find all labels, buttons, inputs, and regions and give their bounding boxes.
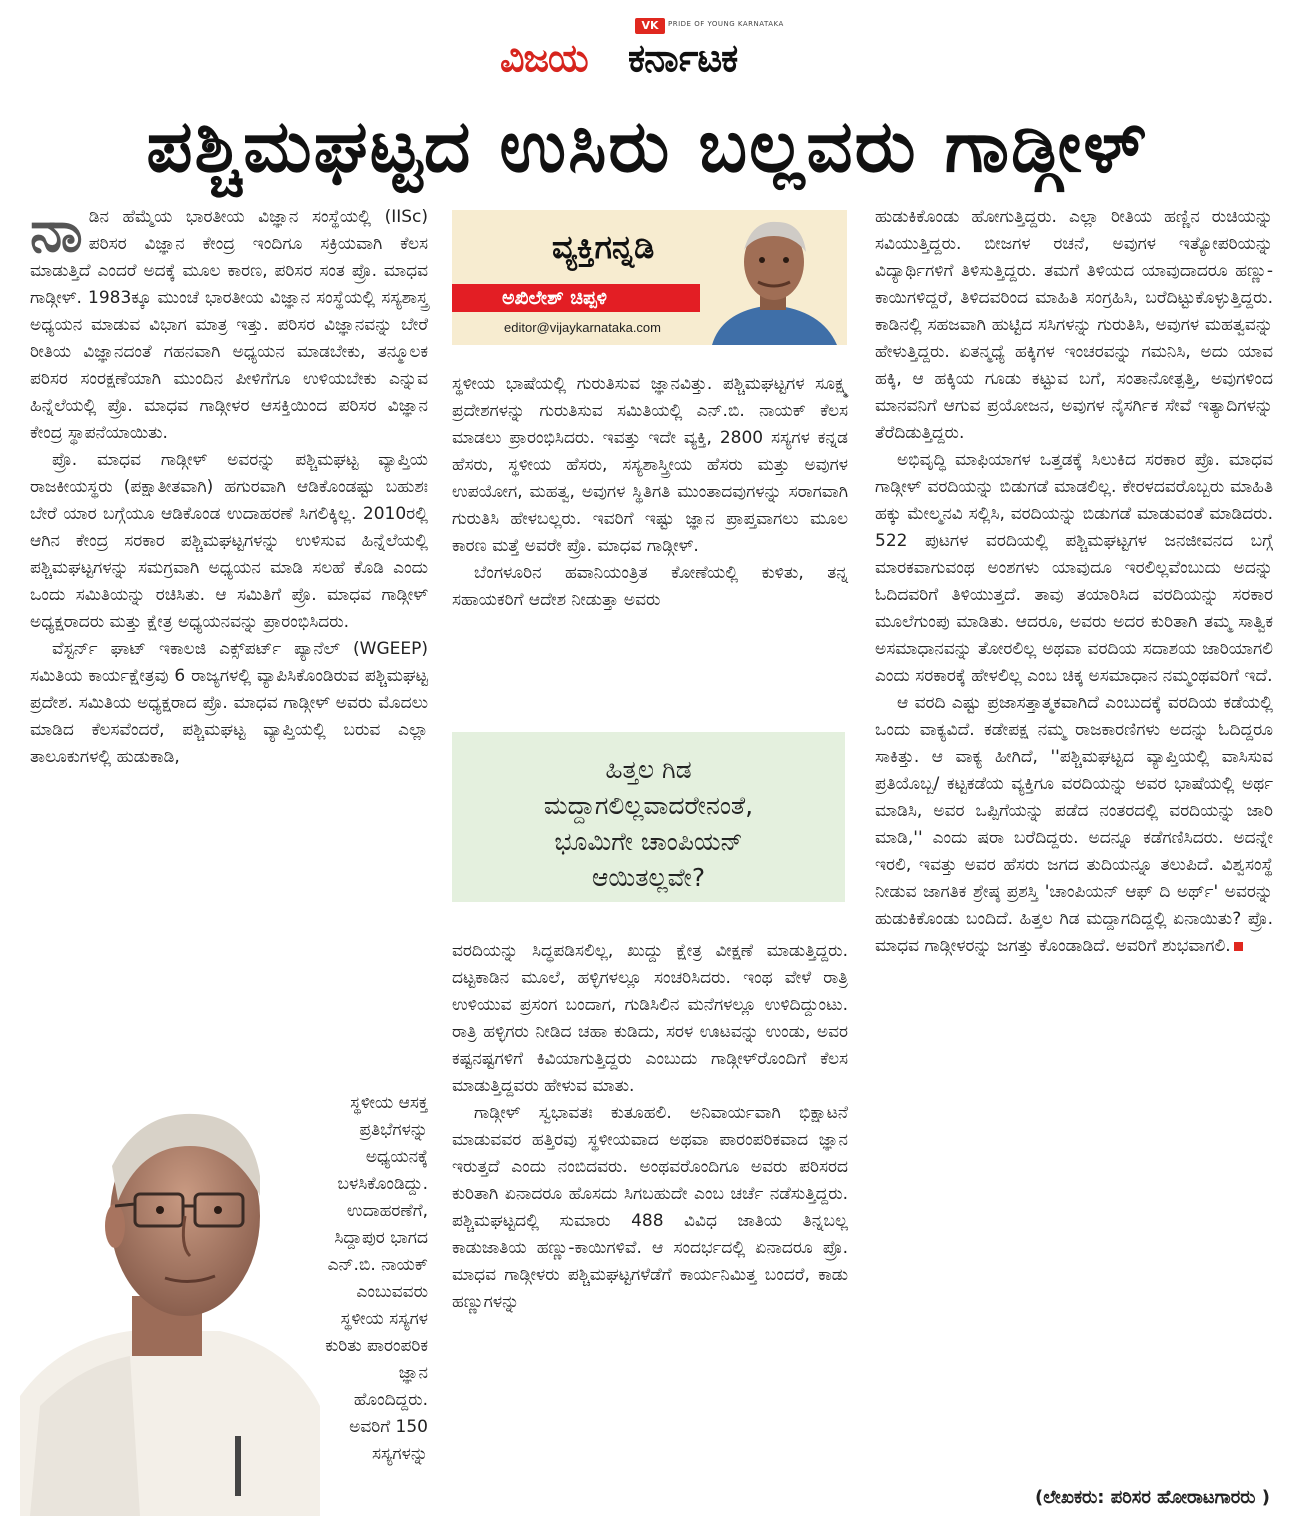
pull-quote-line: ಭೂಮಿಗೇ ಚಾಂಪಿಯನ್ bbox=[554, 827, 743, 856]
drop-cap: ನಾ bbox=[30, 197, 81, 265]
paragraph: ವರದಿಯನ್ನು ಸಿದ್ಧಪಡಿಸಲಿಲ್ಲ, ಖುದ್ದು ಕ್ಷೇತ್ರ ವೀಕ್ಷಣೆ ಮಾಡುತ್ತಿದ್ದರು. ದಟ್ಟಕಾಡಿನ ಮೂಲೆ, ಹಳ್ಳಿಗಳಲ್ಲೂ ಸಂಚರಿಸಿದರು. ಇಂಥ ವೇಳೆ ರಾತ್ರಿ ಉಳಿಯುವ ಪ್ರಸಂಗ ಬಂದಾಗ, ಗುಡಿಸಿಲಿನ ಮನೆಗಳಲ್ಲೂ ಉಳಿದಿದ್ದುಂಟು. ರಾತ್ರಿ ಹಳ್ಳಿಗರು ನೀಡಿದ ಚಹಾ ಕುಡಿದು, ಸರಳ ಊಟವನ್ನು ಉಂಡು, ಅವರ ಕಷ್ಟನಷ್ಟಗಳಿಗೆ ಕಿವಿಯಾಗುತ್ತಿದ್ದರು ಎಂಬುದು ಗಾಡ್ಗೀಳ್‌ರೊಂದಿಗೆ ಕೆಲಸ ಮಾಡುತ್ತಿದ್ದವರು ಹೇಳುವ ಮಾತು. bbox=[452, 941, 848, 1096]
paragraph: ವೆಸ್ಟರ್ನ್ ಘಾಟ್ ಇಕಾಲಜಿ ಎಕ್ಸ್‌ಪರ್ಟ್ ಪ್ಯಾನೆಲ್ (WGEEP) ಸಮಿತಿಯ ಕಾರ್ಯಕ್ಷೇತ್ರವು 6 ರಾಜ್ಯಗಳಲ್ಲಿ ವ್ಯಾಪಿಸಿಕೊಂಡಿರುವ ಪಶ್ಚಿಮಘಟ್ಟ ಪ್ರದೇಶ. ಸಮಿತಿಯ ಅಧ್ಯಕ್ಷರಾದ ಪ್ರೊ. ಮಾಧವ ಗಾಡ್ಗೀಳ್ ಅವರು ಮೊದಲು ಮಾಡಿದ ಕೆಲಸವೆಂದರೆ, ಪಶ್ಚಿಮಘಟ್ಟ ವ್ಯಾಪ್ತಿಯಲ್ಲಿ ಬರುವ ಎಲ್ಲಾ ತಾಲೂಕುಗಳಲ್ಲಿ ಹುಡುಕಾಡಿ, bbox=[30, 639, 428, 767]
logo-text-karnataka: ಕರ್ನಾಟಕ bbox=[628, 36, 738, 80]
author-email: editor@vijaykarnataka.com bbox=[504, 320, 661, 335]
paragraph: ಸ್ಥಳೀಯ ಭಾಷೆಯಲ್ಲಿ ಗುರುತಿಸುವ ಜ್ಞಾನವಿತ್ತು. ಪಶ್ಚಿಮಘಟ್ಟಗಳ ಸೂಕ್ಷ್ಮ ಪ್ರದೇಶಗಳನ್ನು ಗುರುತಿಸುವ ಸಮಿತಿಯಲ್ಲಿ ಎನ್.ಬಿ. ನಾಯಕ್ ಕೆಲಸ ಮಾಡಲು ಪ್ರಾರಂಭಿಸಿದರು. ಇವತ್ತು ಇದೇ ವ್ಯಕ್ತಿ, 2800 ಸಸ್ಯಗಳ ಕನ್ನಡ ಹೆಸರು, ಸ್ಥಳೀಯ ಹೆಸರು, ಸಸ್ಯಶಾಸ್ತ್ರೀಯ ಹೆಸರು ಮತ್ತು ಅವುಗಳ ಉಪಯೋಗ, ಮಹತ್ವ, ಅವುಗಳ ಸ್ಥಿತಿಗತಿ ಮುಂತಾದವುಗಳನ್ನು ಸರಾಗವಾಗಿ ಗುರುತಿಸಿ ಹೇಳಬಲ್ಲರು. ಇವರಿಗೆ ಇಷ್ಟು ಜ್ಞಾನ ಪ್ರಾಪ್ತವಾಗಲು ಮೂಲ ಕಾರಣ ಮತ್ತೆ ಅವರೇ ಪ್ರೊ. ಮಾಧವ ಗಾಡ್ಗೀಳ್. bbox=[452, 374, 848, 556]
column-name: ವ್ಯಕ್ತಿಗನ್ನಡಿ bbox=[552, 228, 655, 266]
paragraph: ಬೆಂಗಳೂರಿನ ಹವಾನಿಯಂತ್ರಿತ ಕೋಣೆಯಲ್ಲಿ ಕುಳಿತು, ತನ್ನ ಸಹಾಯಕರಿಗೆ ಆದೇಶ ನೀಡುತ್ತಾ ಅವರು bbox=[452, 563, 848, 610]
paragraph: ಪ್ರೊ. ಮಾಧವ ಗಾಡ್ಗೀಳ್ ಅವರನ್ನು ಪಶ್ಚಿಮಘಟ್ಟ ವ್ಯಾಪ್ತಿಯ ರಾಜಕೀಯಸ್ಥರು (ಪಕ್ಷಾತೀತವಾಗಿ) ಹಗುರವಾಗಿ ಆಡಿಕೊಂಡಷ್ಟು ಬಹುಶಃ ಬೇರೆ ಯಾರ ಬಗ್ಗೆಯೂ ಆಡಿಕೊಂಡ ಉದಾಹರಣೆ ಸಿಗಲಿಕ್ಕಿಲ್ಲ. 2010ರಲ್ಲಿ ಆಗಿನ ಕೇಂದ್ರ ಸರಕಾರ ಪಶ್ಚಿಮಘಟ್ಟಗಳನ್ನು ಉಳಿಸುವ ಹಿನ್ನೆಲೆಯಲ್ಲಿ ಪಶ್ಚಿಮಘಟ್ಟಗಳನ್ನು ಸಮಗ್ರವಾಗಿ ಅಧ್ಯಯನ ಮಾಡಿ ಸಲಹೆ ಕೊಡಿ ಎಂದು ಒಂದು ಸಮಿತಿಯನ್ನು ರಚಿಸಿತು. ಆ ಸಮಿತಿಗೆ ಪ್ರೊ. ಮಾಧವ ಗಾಡ್ಗೀಳ್ ಅಧ್ಯಕ್ಷರಾದರು ಮತ್ತು ಕ್ಷೇತ್ರ ಅಧ್ಯಯನವನ್ನು ಪ್ರಾರಂಭಿಸಿದರು. bbox=[30, 450, 428, 632]
article-column-1 bbox=[30, 197, 428, 771]
pull-quote bbox=[452, 732, 845, 902]
text-wrap-beside-photo: ಸ್ಥಳೀಯ ಆಸಕ್ತ ಪ್ರತಿಭೆಗಳನ್ನು ಅಧ್ಯಯನಕ್ಕೆ ಬಳಸಿಕೊಂಡಿದ್ದು. ಉದಾಹರಣೆಗೆ, ಸಿದ್ದಾಪುರ ಭಾಗದ ಎನ್.ಬಿ. ನಾಯಕ್ ಎಂಬುವವರು ಸ್ಥಳೀಯ ಸಸ್ಯಗಳ ಕುರಿತು ಪಾರಂಪರಿಕ ಜ್ಞಾನ ಹೊಂದಿದ್ದರು. ಅವರಿಗೆ 150 ಸಸ್ಯಗಳನ್ನು bbox=[325, 1093, 428, 1464]
article-headline: ಪಶ್ಚಿಮಘಟ್ಟದ ಉಸಿರು ಬಲ್ಲವರು ಗಾಡ್ಗೀಳ್ bbox=[146, 104, 1148, 188]
article-column-3 bbox=[875, 204, 1273, 960]
newspaper-logo bbox=[500, 16, 800, 80]
end-mark bbox=[1234, 942, 1243, 951]
article-column-2 bbox=[452, 371, 848, 614]
paragraph: ಅಭಿವೃದ್ಧಿ ಮಾಫಿಯಾಗಳ ಒತ್ತಡಕ್ಕೆ ಸಿಲುಕಿದ ಸರಕಾರ ಪ್ರೊ. ಮಾಧವ ಗಾಡ್ಗೀಳ್ ವರದಿಯನ್ನು ಬಿಡುಗಡೆ ಮಾಡಲಿಲ್ಲ. ಕೇರಳದವರೊಬ್ಬರು ಮಾಹಿತಿ ಹಕ್ಕು ಮೇಲ್ಮನವಿ ಸಲ್ಲಿಸಿ, ವರದಿಯನ್ನು ಬಿಡುಗಡೆ ಮಾಡುವಂತೆ ಮಾಡಿದರು. 522 ಪುಟಗಳ ವರದಿಯಲ್ಲಿ ಪಶ್ಚಿಮಘಟ್ಟಗಳ ಜನಜೀವನದ ಬಗ್ಗೆ ಮಾರಕವಾಗುವಂಥ ಅಂಶಗಳು ಯಾವುದೂ ಇರಲಿಲ್ಲವೆಂಬುದು ಅದನ್ನು ಓದಿದವರಿಗೆ ತಿಳಿಯುತ್ತದೆ. ತಾವು ತಯಾರಿಸಿದ ವರದಿಯನ್ನು ಸರಕಾರ ಮೂಲೆಗುಂಪು ಮಾಡಿತು. ಆದರೂ, ಅವರು ಅದರ ಕುರಿತಾಗಿ ತಮ್ಮ ಸಾತ್ವಿಕ ಅಸಮಾಧಾನವನ್ನು ತೋರಲಿಲ್ಲ ಅಥವಾ ವರದಿಯ ಸದಾಶಯ ಜಾರಿಯಾಗಲಿ ಎಂದು ಸರಕಾರಕ್ಕೆ ಹೇಳಲಿಲ್ಲ ಎಂಬ ಚಿಕ್ಕ ಅಸಮಾಧಾನ ನಮ್ಮಂಥವರಿಗೆ ಇದೆ. bbox=[875, 450, 1273, 686]
subject-portrait-photo bbox=[20, 1106, 320, 1516]
vk-badge: VK bbox=[635, 18, 665, 34]
logo-text-vijaya: ವಿಜಯ bbox=[500, 36, 588, 80]
author-signoff: (ಲೇಖಕರು: ಪರಿಸರ ಹೋರಾಟಗಾರರು ) bbox=[1035, 1487, 1270, 1508]
pull-quote-line: ಹಿತ್ತಲ ಗಿಡ bbox=[605, 755, 692, 784]
logo-tagline: PRIDE OF YOUNG KARNATAKA bbox=[668, 20, 784, 28]
masthead bbox=[0, 10, 1294, 80]
pull-quote-line: ಮದ್ದಾಗಲಿಲ್ಲವಾದರೇನಂತೆ, bbox=[543, 791, 754, 820]
paragraph: ಗಾಡ್ಗೀಳ್ ಸ್ವಭಾವತಃ ಕುತೂಹಲಿ. ಅನಿವಾರ್ಯವಾಗಿ ಭಿಕ್ಷಾಟನೆ ಮಾಡುವವರ ಹತ್ತಿರವು ಸ್ಥಳೀಯವಾದ ಅಥವಾ ಪಾರಂಪರಿಕವಾದ ಜ್ಞಾನ ಇರುತ್ತದೆ ಎಂದು ನಂಬಿದವರು. ಅಂಥವರೊಂದಿಗೂ ಅವರು ಪರಿಸರದ ಕುರಿತಾಗಿ ಏನಾದರೂ ಹೊಸದು ಸಿಗಬಹುದೇ ಎಂಬ ಚರ್ಚೆ ನಡೆಸುತ್ತಿದ್ದರು. ಪಶ್ಚಿಮಘಟ್ಟದಲ್ಲಿ ಸುಮಾರು 488 ವಿವಿಧ ಜಾತಿಯ ತಿನ್ನಬಲ್ಲ ಕಾಡುಜಾತಿಯ ಹಣ್ಣು-ಕಾಯಿಗಳಿವೆ. ಆ ಸಂದರ್ಭದಲ್ಲಿ ಏನಾದರೂ ಪ್ರೊ. ಮಾಧವ ಗಾಡ್ಗೀಳರು ಪಶ್ಚಿಮಘಟ್ಟಗಳೆಡೆಗೆ ಕಾರ್ಯನಿಮಿತ್ತ ಬಂದರೆ, ಕಾಡು ಹಣ್ಣುಗಳನ್ನು bbox=[452, 1103, 848, 1312]
author-name: ಅಖಿಲೇಶ್ ಚಿಪ್ಪಳಿ bbox=[502, 287, 608, 309]
pull-quote-line: ಆಯಿತಲ್ಲವೇ? bbox=[591, 863, 706, 892]
author-portrait-photo bbox=[702, 210, 847, 345]
paragraph-intro: ನಾಡಿನ ಹೆಮ್ಮೆಯ ಭಾರತೀಯ ವಿಜ್ಞಾನ ಸಂಸ್ಥೆಯಲ್ಲಿ (IISc) ಪರಿಸರ ವಿಜ್ಞಾನ ಕೇಂದ್ರ ಇಂದಿಗೂ ಸಕ್ರಿಯವಾಗಿ ಕೆಲಸ ಮಾಡುತ್ತಿದೆ ಎಂದರೆ ಅದಕ್ಕೆ ಮೂಲ ಕಾರಣ, ಪರಿಸರ ಸಂತ ಪ್ರೊ. ಮಾಧವ ಗಾಡ್ಗೀಳ್. 1983ಕ್ಕೂ ಮುಂಚೆ ಭಾರತೀಯ ವಿಜ್ಞಾನ ಸಂಸ್ಥೆಯಲ್ಲಿ ಸಸ್ಯಶಾಸ್ತ್ರ ಅಧ್ಯಯನ ಮಾಡುವ ವಿಭಾಗ ಮಾತ್ರ ಇತ್ತು. ಪರಿಸರ ವಿಜ್ಞಾನವನ್ನು ಬೇರೆ ರೀತಿಯ ವಿಜ್ಞಾನದಂತೆ ಗಹನವಾಗಿ ಅಧ್ಯಯನ ಮಾಡಬೇಕು, ತನ್ಮೂಲಕ ಪರಿಸರ ಸಂರಕ್ಷಣೆಯಾಗಿ ಮುಂದಿನ ಪೀಳಿಗೆಗೂ ಉಳಿಯಬೇಕು ಎನ್ನುವ ಹಿನ್ನೆಲೆಯಲ್ಲಿ ಪ್ರೊ. ಮಾಧವ ಗಾಡ್ಗೀಳರ ಆಸಕ್ತಿಯಿಂದ ಪರಿಸರ ವಿಜ್ಞಾನ ಕೇಂದ್ರ ಸ್ಥಾಪನೆಯಾಯಿತು. bbox=[30, 197, 428, 443]
byline-box bbox=[452, 210, 847, 345]
paragraph: ಹುಡುಕಿಕೊಂಡು ಹೋಗುತ್ತಿದ್ದರು. ಎಲ್ಲಾ ರೀತಿಯ ಹಣ್ಣಿನ ರುಚಿಯನ್ನು ಸವಿಯುತ್ತಿದ್ದರು. ಬೀಜಗಳ ರಚನೆ, ಅವುಗಳ ಇತ್ಯೋಪರಿಯನ್ನು ವಿದ್ಯಾರ್ಥಿಗಳಿಗೆ ತಿಳಿಸುತ್ತಿದ್ದರು. ತಮಗೆ ತಿಳಿಯದ ಯಾವುದಾದರೂ ಹಣ್ಣು-ಕಾಯಿಗಳಿದ್ದರೆ, ತಿಳಿದವರಿಂದ ಮಾಹಿತಿ ಸಂಗ್ರಹಿಸಿ, ಬರೆದಿಟ್ಟುಕೊಳ್ಳುತ್ತಿದ್ದರು. ಕಾಡಿನಲ್ಲಿ ಸಹಜವಾಗಿ ಹುಟ್ಟಿದ ಸಸಿಗಳನ್ನು ಗುರುತಿಸಿ, ಅವುಗಳ ಮಹತ್ವವನ್ನು ಹೇಳುತ್ತಿದ್ದರು. ಏತನ್ಮಧ್ಯೆ ಹಕ್ಕಿಗಳ ಇಂಚರವನ್ನು ಗಮನಿಸಿ, ಅದು ಯಾವ ಹಕ್ಕಿ, ಆ ಹಕ್ಕಿಯ ಗೂಡು ಕಟ್ಟುವ ಬಗೆ, ಸಂತಾನೋತ್ಪತ್ತಿ, ಅವುಗಳಿಂದ ಮಾನವನಿಗೆ ಆಗುವ ಪ್ರಯೋಜನ, ಅವುಗಳ ನೈಸರ್ಗಿಕ ಸೇವೆ ಇತ್ಯಾದಿಗಳನ್ನು ತೆರೆದಿಡುತ್ತಿದ್ದರು. bbox=[875, 207, 1273, 443]
article-column-2-continued bbox=[452, 938, 848, 1316]
paragraph-final: ಆ ವರದಿ ಎಷ್ಟು ಪ್ರಜಾಸತ್ತಾತ್ಮಕವಾಗಿದೆ ಎಂಬುದಕ್ಕೆ ವರದಿಯ ಕಡೆಯಲ್ಲಿ ಒಂದು ವಾಕ್ಯವಿದೆ. ಕಡೇಪಕ್ಷ ನಮ್ಮ ರಾಜಕಾರಣಿಗಳು ಅದನ್ನು ಓದಿದ್ದರೂ ಸಾಕಿತ್ತು. ಆ ವಾಕ್ಯ ಹೀಗಿದೆ, ''ಪಶ್ಚಿಮಘಟ್ಟದ ವ್ಯಾಪ್ತಿಯಲ್ಲಿ ವಾಸಿಸುವ ಪ್ರತಿಯೊಬ್ಬ/ ಕಟ್ಟಕಡೆಯ ವ್ಯಕ್ತಿಗೂ ವರದಿಯನ್ನು ಅವರ ಭಾಷೆಯಲ್ಲಿ ಅರ್ಥ ಮಾಡಿಸಿ, ಅವರ ಒಪ್ಪಿಗೆಯನ್ನು ಪಡೆದ ನಂತರದಲ್ಲಿ ವರದಿಯನ್ನು ಜಾರಿ ಮಾಡಿ,'' ಎಂದು ಷರಾ ಬರೆದಿದ್ದರು. ಅದನ್ನೂ ಕಡೆಗಣಿಸಿದರು. ಅದನ್ನೇ ಇರಲಿ, ಇವತ್ತು ಅವರ ಹೆಸರು ಜಗದ ತುದಿಯನ್ನೂ ತಲುಪಿದೆ. ವಿಶ್ವಸಂಸ್ಥೆ ನೀಡುವ ಜಾಗತಿಕ ಶ್ರೇಷ್ಠ ಪ್ರಶಸ್ತಿ 'ಚಾಂಪಿಯನ್ ಆಫ್ ದಿ ಅರ್ಥ್' ಅವರನ್ನು ಹುಡುಕಿಕೊಂಡು ಬಂದಿದೆ. ಹಿತ್ತಲ ಗಿಡ ಮದ್ದಾಗದಿದ್ದಲ್ಲಿ ಏನಾಯಿತು? ಪ್ರೊ. ಮಾಧವ ಗಾಡ್ಗೀಳರನ್ನು ಜಗತ್ತು ಕೊಂಡಾಡಿದೆ. ಅವರಿಗೆ ಶುಭವಾಗಲಿ. bbox=[875, 693, 1273, 956]
